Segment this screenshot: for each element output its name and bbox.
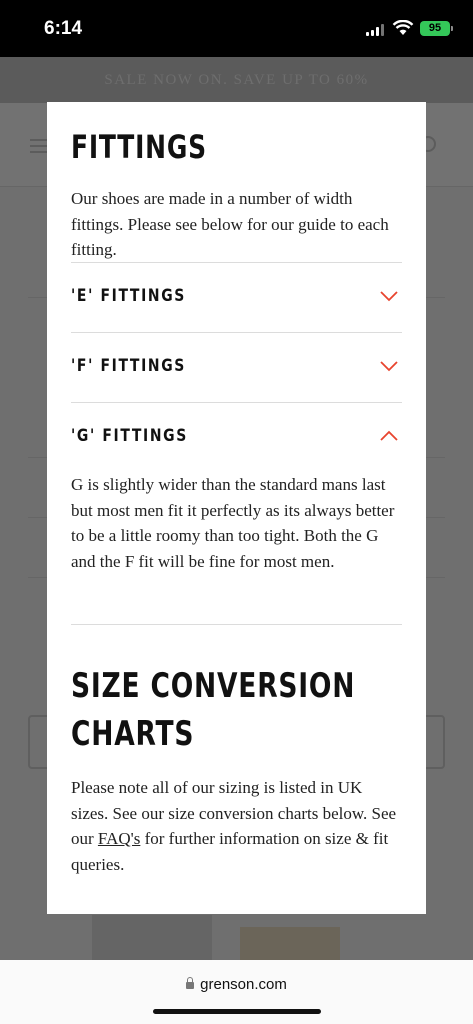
accordion-e-fittings[interactable] <box>71 262 402 332</box>
accordion-g-fittings[interactable] <box>71 402 402 472</box>
bg-product-thumb <box>240 927 340 960</box>
signal-icon <box>366 24 384 36</box>
size-text-before: Please note all of our sizing is listed in UK sizes. See our size conversion charts below. See our <box>71 778 397 848</box>
accordion-f-fittings[interactable] <box>71 332 402 402</box>
accordion-label: 'F' FITTINGS <box>71 356 186 376</box>
lock-icon <box>186 982 194 989</box>
address-bar[interactable] <box>0 976 473 993</box>
wifi-icon <box>392 20 414 36</box>
status-bar <box>0 0 473 57</box>
accordion-label: 'E' FITTINGS <box>71 286 186 306</box>
status-time: 6:14 <box>44 18 83 39</box>
bg-product-thumb <box>92 915 212 960</box>
battery-indicator: 95 <box>420 21 450 36</box>
accordion-label: 'G' FITTINGS <box>71 426 188 446</box>
size-text-after: for further information on size & fit queries. <box>71 829 389 874</box>
home-indicator[interactable] <box>153 1009 321 1014</box>
browser-bottom-bar <box>0 960 473 1024</box>
url-text: grenson.com <box>200 976 287 993</box>
fittings-title: FITTINGS <box>71 128 207 166</box>
fittings-intro: Our shoes are made in a number of width fittings. Please see below for our guide to each fitting. <box>71 189 389 259</box>
chevron-down-icon <box>380 360 398 372</box>
fittings-modal <box>47 102 426 914</box>
chevron-down-icon <box>380 290 398 302</box>
size-conversion-text <box>71 775 402 877</box>
chevron-up-icon <box>380 430 398 442</box>
sale-banner: SALE NOW ON. SAVE UP TO 60% <box>0 57 473 103</box>
g-fitting-description: G is slightly wider than the standard mans last but most men fit it perfectly as its always better to be a little roomy than too tight. Both the G and the F fit will be fine for most men. <box>71 475 395 571</box>
faq-link[interactable]: FAQ's <box>97 829 141 848</box>
size-conversion-title: SIZE CONVERSION CHARTS <box>71 666 356 754</box>
divider <box>71 624 402 625</box>
